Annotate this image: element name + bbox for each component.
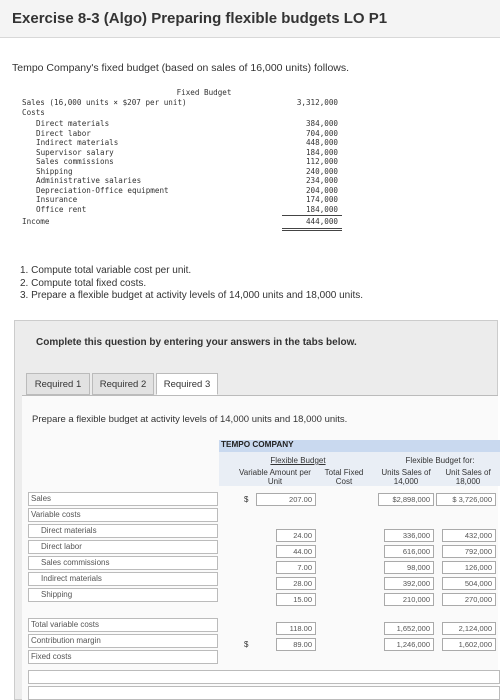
flexible-budget-header: Flexible Budget [270, 456, 326, 465]
cost-label: Depreciation-Office equipment [36, 185, 169, 195]
row-label: Indirect materials [28, 572, 218, 586]
costs-row [22, 108, 352, 118]
cost-amount: 704,000 [305, 128, 338, 138]
flexible-budget-for-header: Flexible Budget for: [405, 456, 475, 465]
cost-amount: 204,000 [305, 185, 338, 195]
cost-14000-input[interactable]: 336,000 [384, 529, 434, 542]
cost-amount: 384,000 [305, 119, 338, 128]
var-cost-input[interactable]: 24.00 [276, 529, 316, 542]
company-name: TEMPO COMPANY [219, 440, 500, 452]
total-fixed-header: Total Fixed Cost [324, 468, 364, 486]
cost-amount: 184,000 [305, 147, 338, 157]
variable-amount-header: Variable Amount per Unit [239, 468, 311, 486]
tab-required-1[interactable]: Required 1 [26, 373, 90, 395]
sales-label: Sales (16,000 units × $207 per unit) [22, 98, 187, 107]
total-underline [282, 215, 342, 216]
cost-14000-input[interactable]: 210,000 [384, 593, 434, 606]
cost-label: Shipping [36, 166, 73, 176]
total-var-14000-input[interactable]: 1,652,000 [384, 622, 434, 635]
cost-18000-input[interactable]: 270,000 [442, 593, 496, 606]
row-label-sales: Sales [28, 492, 218, 506]
row-label-fixed-costs: Fixed costs [28, 650, 218, 664]
costs-label: Costs [22, 108, 45, 117]
cost-14000-input[interactable]: 98,000 [384, 561, 434, 574]
cost-label: Insurance [36, 195, 78, 204]
var-cost-input[interactable]: 15.00 [276, 593, 316, 606]
blank-row[interactable] [28, 670, 500, 684]
cost-label: Direct labor [36, 128, 91, 138]
row-label-contribution: Contribution margin [28, 634, 218, 648]
cost-amount: 174,000 [305, 195, 338, 204]
cost-14000-input[interactable]: 392,000 [384, 577, 434, 590]
row-label-total-variable: Total variable costs [28, 618, 218, 632]
cost-label: Administrative salaries [36, 176, 142, 185]
units-18000-header: Unit Sales of 18,000 [445, 468, 491, 486]
income-label: Income [22, 217, 50, 226]
cost-amount: 184,000 [305, 204, 338, 214]
cost-label: Sales commissions [36, 157, 114, 166]
contrib-18000-input[interactable]: 1,602,000 [442, 638, 496, 651]
question-1: 1. Compute total variable cost per unit. [20, 265, 192, 276]
cost-18000-input[interactable]: 432,000 [442, 529, 496, 542]
cost-amount: 234,000 [305, 176, 338, 185]
tab-required-3[interactable]: Required 3 [156, 373, 218, 395]
row-label: Direct labor [28, 540, 218, 554]
row-label: Direct materials [28, 524, 218, 538]
header-bar [0, 0, 500, 38]
contrib-14000-input[interactable]: 1,246,000 [384, 638, 434, 651]
total-var-input[interactable]: 118.00 [276, 622, 316, 635]
intro-text: Tempo Company's fixed budget (based on sales of 16,000 units) follows. [12, 62, 350, 74]
cost-amount: 112,000 [305, 157, 338, 166]
dollar-sign: $ [244, 495, 249, 504]
income-amount: 444,000 [305, 217, 338, 226]
question-2: 2. Compute total fixed costs. [20, 277, 147, 289]
cost-label: Office rent [36, 204, 87, 214]
cost-18000-input[interactable]: 126,000 [442, 561, 496, 574]
income-row [22, 217, 352, 227]
units-14000-header: Units Sales of 14,000 [381, 468, 431, 486]
cost-label: Supervisor salary [36, 147, 114, 157]
row-label: Sales commissions [28, 556, 218, 570]
panel-prompt: Prepare a flexible budget at activity levels of 14,000 units and 18,000 units. [32, 414, 348, 425]
cost-label: Direct materials [36, 119, 110, 128]
question-list [20, 265, 363, 303]
cost-label: Indirect materials [36, 138, 119, 147]
double-underline [282, 228, 342, 229]
cost-18000-input[interactable]: 504,000 [442, 577, 496, 590]
row-label-variable-costs: Variable costs [28, 508, 218, 522]
dollar-sign: $ [244, 640, 249, 649]
question-3: 3. Prepare a flexible budget at activity levels of 14,000 units and 18,000 units. [20, 290, 363, 301]
var-cost-input[interactable]: 7.00 [276, 561, 316, 574]
double-underline-2 [282, 230, 342, 231]
contrib-var-input[interactable]: 89.00 [276, 638, 316, 651]
var-cost-input[interactable]: 28.00 [276, 577, 316, 590]
sales-amount: 3,312,000 [296, 98, 338, 107]
cost-14000-input[interactable]: 616,000 [384, 545, 434, 558]
sales-var-input[interactable]: 207.00 [256, 493, 316, 506]
blank-row[interactable] [28, 686, 500, 700]
page-title: Exercise 8-3 (Algo) Preparing flexible budgets LO P1 [12, 10, 388, 27]
row-label: Shipping [28, 588, 218, 602]
cost-18000-input[interactable]: 792,000 [442, 545, 496, 558]
tab-required-2[interactable]: Required 2 [92, 373, 154, 395]
sales-18000-input[interactable]: $ 3,726,000 [436, 493, 496, 506]
var-cost-input[interactable]: 44.00 [276, 545, 316, 558]
fixed-budget-header: Fixed Budget [176, 88, 232, 97]
sales-row [22, 98, 352, 108]
total-var-18000-input[interactable]: 2,124,000 [442, 622, 496, 635]
complete-instructions: Complete this question by entering your answers in the tabs below. [36, 337, 357, 348]
sales-14000-input[interactable]: $2,898,000 [378, 493, 434, 506]
cost-amount: 240,000 [305, 166, 338, 176]
cost-amount: 448,000 [305, 138, 338, 147]
